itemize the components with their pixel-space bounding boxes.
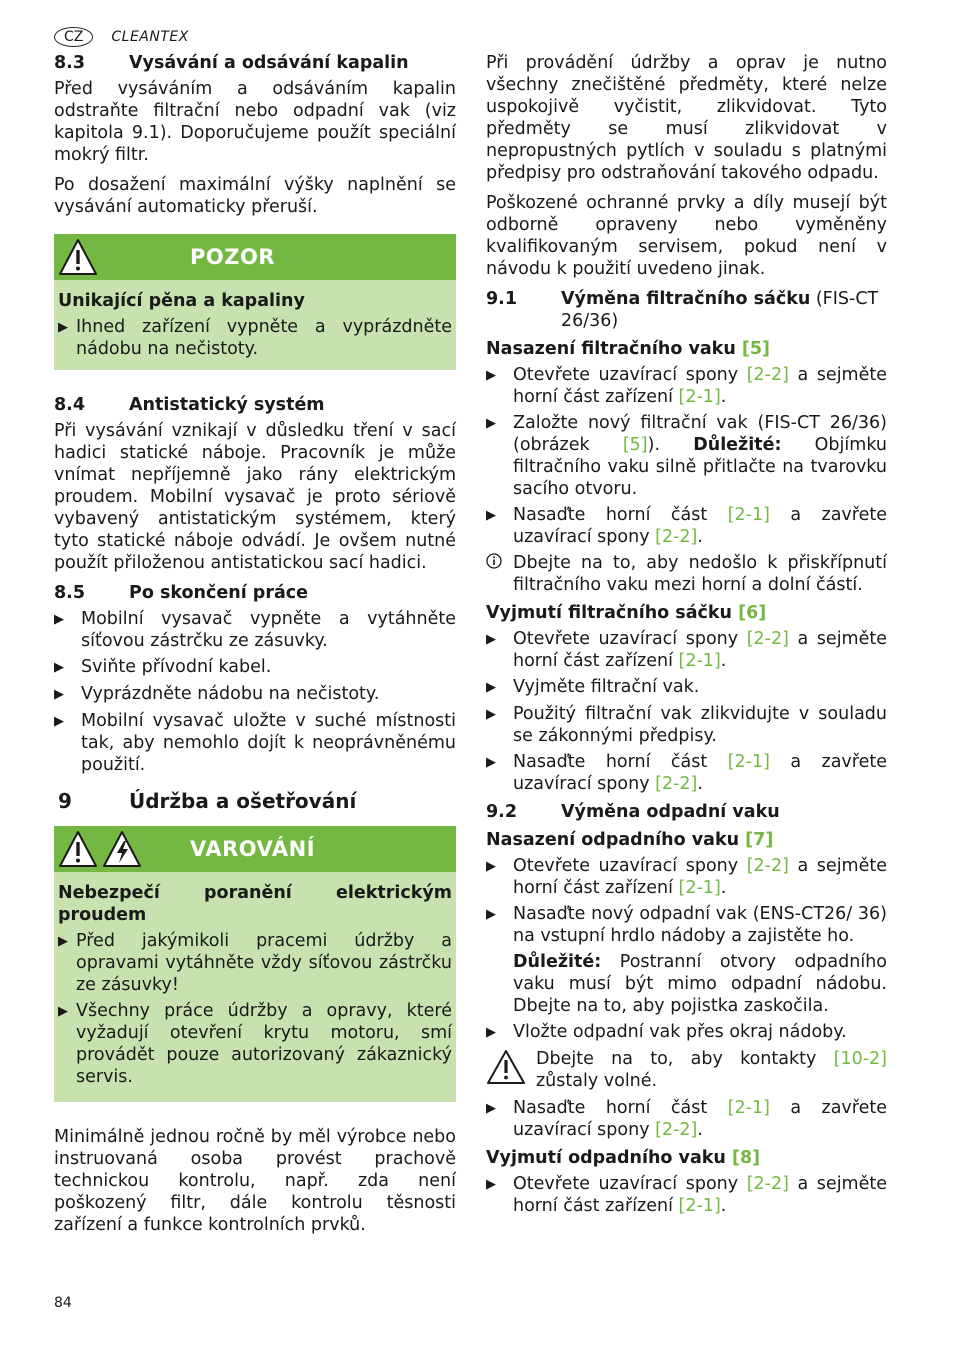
bullet-arrow-icon: ▶: [486, 680, 496, 695]
bullet-arrow-icon: ▶: [486, 859, 496, 874]
list-item: ▶ Všechny práce údržby a opravy, které vyžadují otevření krytu motoru, smí provádět pouze autorizovaný zákaznický servis.: [58, 1001, 452, 1087]
paragraph: Poškozené ochranné prvky a díly musejí být odborně opraveny nebo vyměněny kvalifikovaným servisem, pokud není v návodu k použití uvedeno jinak.: [486, 193, 887, 279]
list-item: ▶ Nasaďte nový odpadní vak (ENS-CT26/ 36) na vstupní hrdlo nádoby a zajistěte ho. Důležité: Postranní otvory odpadního vaku musí být mimo odpadní nádobu. Dbejte na to, aby pojistka zaskočila.: [486, 904, 887, 1016]
list-item: ▶ Založte nový filtrační vak (FIS-CT 26/36) (obrázek [5]). Důležité: Objímku filtračního vaku silně přitlačte na tvarovku sacího otvoru.: [486, 413, 888, 499]
list-item: ▶ Nasaďte horní část [2-1] a zavřete uzavírací spony [2-2].: [486, 752, 887, 794]
info-note: Dbejte na to, aby nedošlo k přiskřípnutí filtračního vaku mezi horní a dolní částí.: [486, 552, 887, 596]
paragraph: Při vysávání vznikají v důsledku tření v sací hadici statické náboje. Pracovník je může vnímat nepříjemně jako rány elektrickým proudem. Mobilní vysavač je proto sériově vybavený antistatickým systémem, který tyto statické náboje odvádí. Je ovšem nutné použít přiloženou antistatickou sací hadici.: [54, 421, 456, 573]
page-number: 84: [54, 1295, 72, 1311]
section-heading: 8.4 Antistatický systém: [54, 395, 325, 415]
bullet-arrow-icon: ▶: [54, 687, 64, 702]
warning-triangle-icon: [58, 830, 98, 868]
bullet-arrow-icon: ▶: [486, 632, 496, 647]
warning-title: VAROVÁNÍ: [190, 837, 316, 861]
list-item: ▶ Otevřete uzavírací spony [2-2] a sejměte horní část zařízení [2-1].: [486, 629, 887, 671]
info-icon: [486, 552, 513, 596]
list-item: ▶ Vyjměte filtrační vak.: [486, 677, 700, 697]
caution-box: [54, 234, 456, 370]
bullet-arrow-icon: ▶: [486, 508, 496, 523]
list-item: ▶ Vložte odpadní vak přes okraj nádoby.: [486, 1022, 847, 1042]
language-badge: CZ: [54, 27, 93, 47]
subsection-heading: Vyjmutí filtračního sáčku [6]: [486, 603, 767, 623]
bullet-arrow-icon: ▶: [486, 416, 496, 431]
bullet-arrow-icon: ▶: [54, 612, 64, 627]
section-heading: 9.2 Výměna odpadní vaku: [486, 802, 780, 822]
caution-bar: [54, 234, 456, 280]
bullet-arrow-icon: ▶: [486, 755, 496, 770]
list-item: ▶ Nasaďte horní část [2-1] a zavřete uzavírací spony [2-2].: [486, 505, 887, 547]
section-heading: 8.3 Vysávání a odsávání kapalin: [54, 53, 409, 73]
bullet-arrow-icon: ▶: [58, 934, 68, 949]
bullet-arrow-icon: ▶: [58, 1004, 68, 1019]
subsection-heading: Nasazení filtračního vaku [5]: [486, 339, 771, 359]
list-item: ▶ Otevřete uzavírací spony [2-2] a sejměte horní část zařízení [2-1].: [486, 365, 887, 407]
warning-subtitle: Nebezpečí poranění elektrickým proudem: [58, 883, 452, 925]
bullet-arrow-icon: ▶: [486, 1101, 496, 1116]
warning-triangle-icon: [58, 238, 98, 276]
warning-box: [54, 826, 456, 1102]
brand-name: CLEANTEX: [111, 29, 189, 45]
list-item: ▶ Sviňte přívodní kabel.: [54, 657, 272, 677]
list-item: ▶ Vyprázdněte nádobu na nečistoty.: [54, 684, 380, 704]
list-item: ▶ Nasaďte horní část [2-1] a zavřete uzavírací spony [2-2].: [486, 1098, 887, 1140]
warning-bar: [54, 826, 456, 872]
list-item: ▶ Ihned zařízení vypněte a vyprázdněte nádobu na nečistoty.: [58, 317, 452, 359]
list-item: ▶ Otevřete uzavírací spony [2-2] a sejměte horní část zařízení [2-1].: [486, 1174, 887, 1216]
warning-triangle-icon: [486, 1048, 536, 1093]
bullet-arrow-icon: ▶: [54, 714, 64, 729]
subsection-heading: Nasazení odpadního vaku [7]: [486, 830, 774, 850]
list-item: ▶ Otevřete uzavírací spony [2-2] a sejměte horní část zařízení [2-1].: [486, 856, 887, 898]
paragraph: Po dosažení maximální výšky naplnění se vysávání automaticky přeruší.: [54, 175, 456, 217]
bullet-arrow-icon: ▶: [486, 907, 496, 922]
list-item: ▶ Mobilní vysavač vypněte a vytáhněte síťovou zástrčku ze zásuvky.: [54, 609, 456, 651]
chapter-heading: 9 Údržba a ošetřování: [58, 789, 357, 813]
bullet-arrow-icon: ▶: [486, 1025, 496, 1040]
list-item: ▶ Mobilní vysavač uložte v suché místnosti tak, aby nemohlo dojít k neoprávněnému použití.: [54, 711, 456, 775]
bullet-arrow-icon: ▶: [54, 660, 64, 675]
page-header: [54, 26, 189, 48]
caution-subtitle: Unikající pěna a kapaliny: [58, 291, 305, 311]
bullet-arrow-icon: ▶: [486, 368, 496, 383]
paragraph: Při provádění údržby a oprav je nutno všechny znečištěné předměty, které nelze uspokojivě vyčistit, zlikvidovat. Tyto předměty se musí zlikvidovat v nepropustných pytlích v souladu s platnými předpisy pro odstraňování takového odpadu.: [486, 53, 887, 183]
left-column: [54, 52, 456, 1244]
warning-note: Dbejte na to, aby kontakty [10-2] zůstaly volné.: [486, 1048, 887, 1093]
bullet-arrow-icon: ▶: [486, 1177, 496, 1192]
right-column: [486, 52, 887, 1221]
section-heading: 8.5 Po skončení práce: [54, 583, 309, 603]
section-heading: 9.1 Výměna filtračního sáčku (FIS-CT 26/36): [486, 289, 879, 331]
caution-title: POZOR: [190, 245, 275, 269]
list-item: ▶ Před jakýmikoli pracemi údržby a opravami vytáhněte vždy síťovou zástrčku ze zásuvky!: [58, 931, 452, 995]
bullet-arrow-icon: ▶: [486, 707, 496, 722]
electric-hazard-icon: [102, 830, 142, 868]
paragraph: Před vysáváním a odsáváním kapalin odstraňte filtrační nebo odpadní vak (viz kapitola 9.1). Doporučujeme použít speciální mokrý filtr.: [54, 79, 456, 165]
paragraph: Minimálně jednou ročně by měl výrobce nebo instruovaná osoba provést prachově technickou kontrolu, např. zda není poškozený filtr, dále kontrolu těsnosti zařízení a funkce kontrolních prvků.: [54, 1127, 456, 1235]
subsection-heading: Vyjmutí odpadního vaku [8]: [486, 1148, 761, 1168]
bullet-arrow-icon: ▶: [58, 320, 68, 335]
list-item: ▶ Použitý filtrační vak zlikvidujte v souladu se zákonnými předpisy.: [486, 704, 887, 746]
